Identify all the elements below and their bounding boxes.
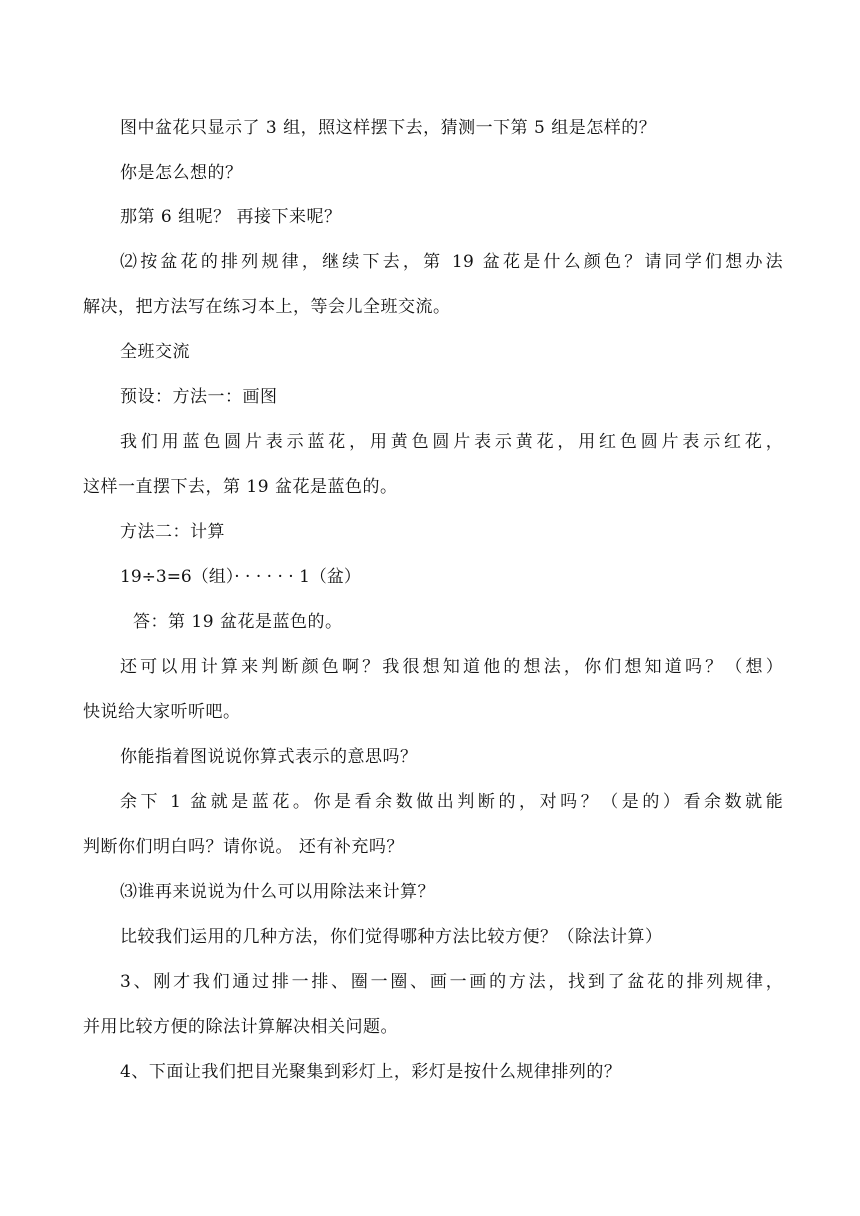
paragraph-line: 快说给大家听听吧。: [83, 702, 241, 722]
paragraph-line: 3、刚才我们通过排一排、圈一圈、画一画的方法，找到了盆花的排列规律，: [120, 972, 783, 992]
paragraph-line: 预设：方法一：画图: [120, 387, 278, 407]
paragraph-line: 那第 6 组呢？ 再接下来呢？: [120, 207, 342, 227]
paragraph-line: 余下 1 盆就是蓝花。你是看余数做出判断的，对吗？（是的）看余数就能: [120, 792, 783, 812]
paragraph-line: 还可以用计算来判断颜色啊？我很想知道他的想法，你们想知道吗？（想）: [120, 657, 783, 677]
paragraph-line: 解决，把方法写在练习本上，等会儿全班交流。: [83, 297, 451, 317]
paragraph-line: 并用比较方便的除法计算解决相关问题。: [83, 1017, 398, 1037]
answer-line: 答：第 19 盆花是蓝色的。: [133, 612, 343, 632]
paragraph-line: ⑶谁再来说说为什么可以用除法来计算？: [120, 882, 435, 902]
paragraph-line: 你是怎么想的？: [120, 163, 243, 183]
paragraph-line: 图中盆花只显示了 3 组，照这样摆下去，猜测一下第 5 组是怎样的？: [120, 118, 657, 138]
paragraph-line: 判断你们明白吗？请你说。 还有补充吗？: [83, 837, 404, 857]
paragraph-line: 全班交流: [120, 342, 190, 362]
paragraph-line: 我们用蓝色圆片表示蓝花，用黄色圆片表示黄花，用红色圆片表示红花，: [120, 432, 783, 452]
paragraph-line: 4、下面让我们把目光聚集到彩灯上，彩灯是按什么规律排列的？: [120, 1062, 622, 1082]
paragraph-line: 这样一直摆下去，第 19 盆花是蓝色的。: [83, 477, 398, 497]
paragraph-line: 方法二：计算: [120, 522, 225, 542]
paragraph-line: ⑵按盆花的排列规律，继续下去，第 19 盆花是什么颜色？请同学们想办法: [120, 252, 783, 272]
calculation-line: 19÷3=6（组）· · · · · · 1（盆）: [120, 567, 361, 587]
paragraph-line: 你能指着图说说你算式表示的意思吗？: [120, 747, 418, 767]
paragraph-line: 比较我们运用的几种方法，你们觉得哪种方法比较方便？（除法计算）: [120, 927, 663, 947]
